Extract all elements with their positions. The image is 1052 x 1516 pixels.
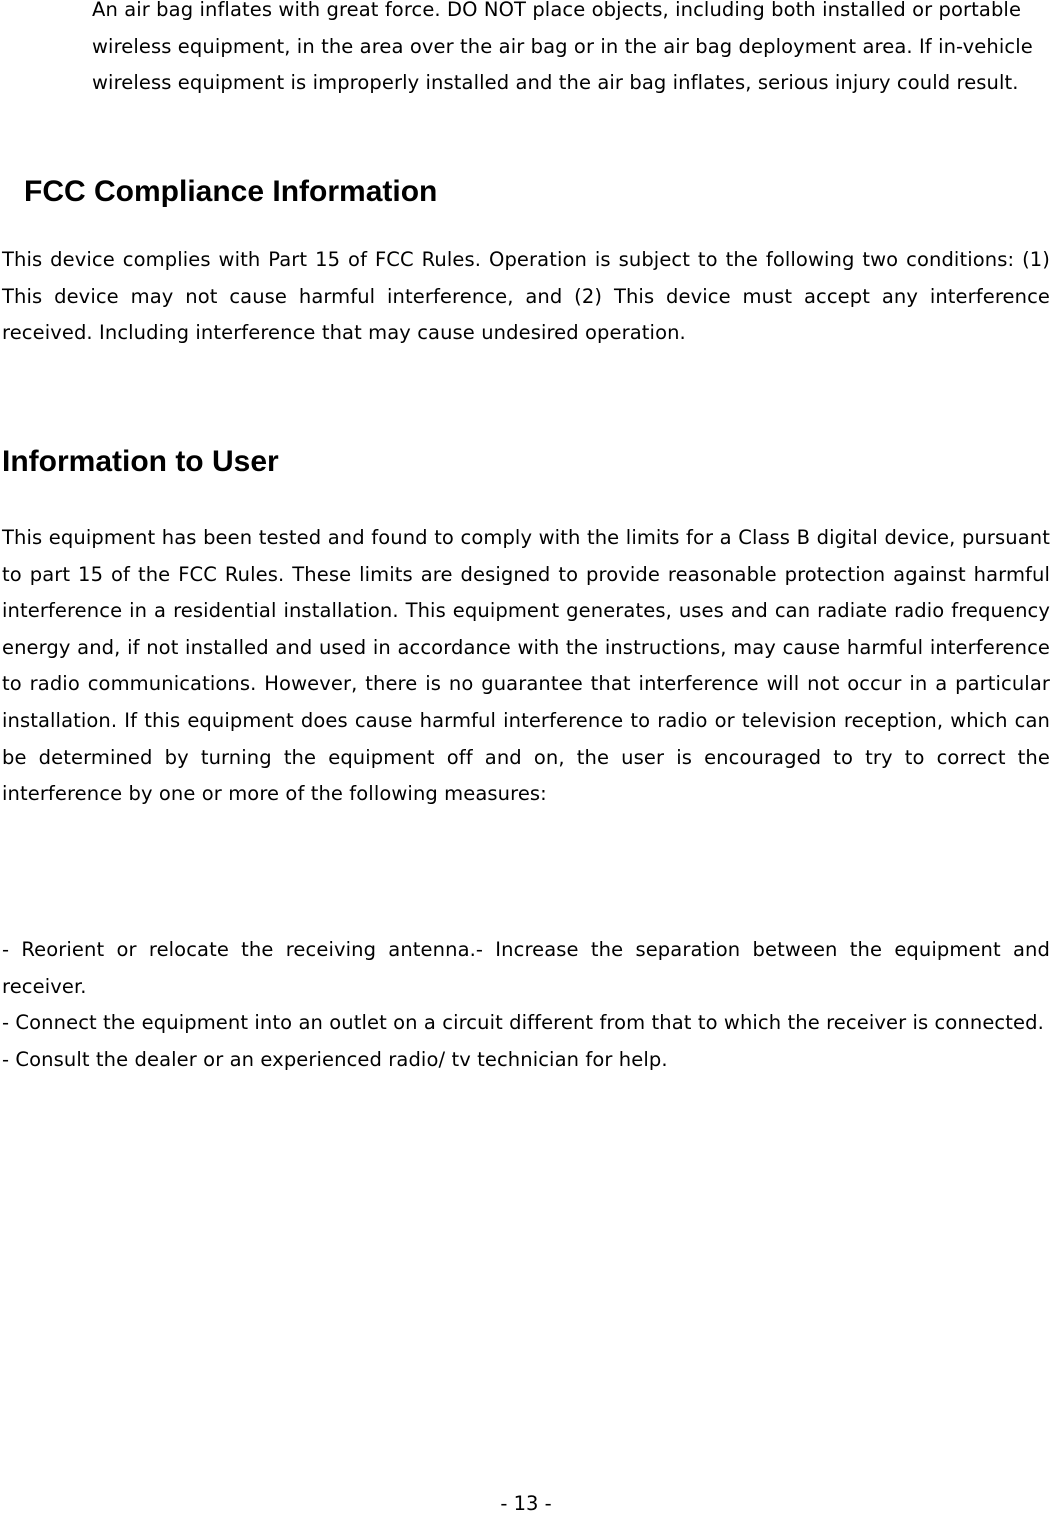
airbag-warning-text: An air bag inflates with great force. DO NOT place objects, including both installed or portable wireless equipment, in the area over the air bag or in the air bag deployment area. If in-vehicle wireless equipment is improperly installed and the air bag inflates, serious injury could result. — [92, 0, 1033, 95]
fcc-compliance-text: This device complies with Part 15 of FCC Rules. Operation is subject to the following two conditions: (1) This device may not cause harmful interference, and (2) This device must accept any interference received. Including interference that may cause undesired operation. — [2, 248, 1050, 345]
measures-list — [2, 932, 1050, 1078]
page-number: - 13 - — [500, 1492, 552, 1515]
measure-item: - Reorient or relocate the receiving antenna.- Increase the separation between the equipment and receiver. — [2, 938, 1050, 998]
measure-item: - Connect the equipment into an outlet on a circuit different from that to which the receiver is connected. — [2, 1011, 1044, 1035]
fcc-compliance-heading: FCC Compliance Information — [24, 175, 438, 208]
information-to-user-heading: Information to User — [2, 445, 279, 478]
measure-item: - Consult the dealer or an experienced radio/ tv technician for help. — [2, 1047, 668, 1071]
information-to-user-text: This equipment has been tested and found to comply with the limits for a Class B digital device, pursuant to part 15 of the FCC Rules. These limits are designed to provide reasonable protection against harmful interference in a residential installation. This equipment generates, uses and can radiate radio frequency energy and, if not installed and used in accordance with the instructions, may cause harmful interference to radio communications. However, there is no guarantee that interference will not occur in a particular installation. If this equipment does cause harmful interference to radio or television reception, which can be determined by turning the equipment off and on, the user is encouraged to try to correct the interference by one or more of the following measures: — [2, 526, 1050, 806]
